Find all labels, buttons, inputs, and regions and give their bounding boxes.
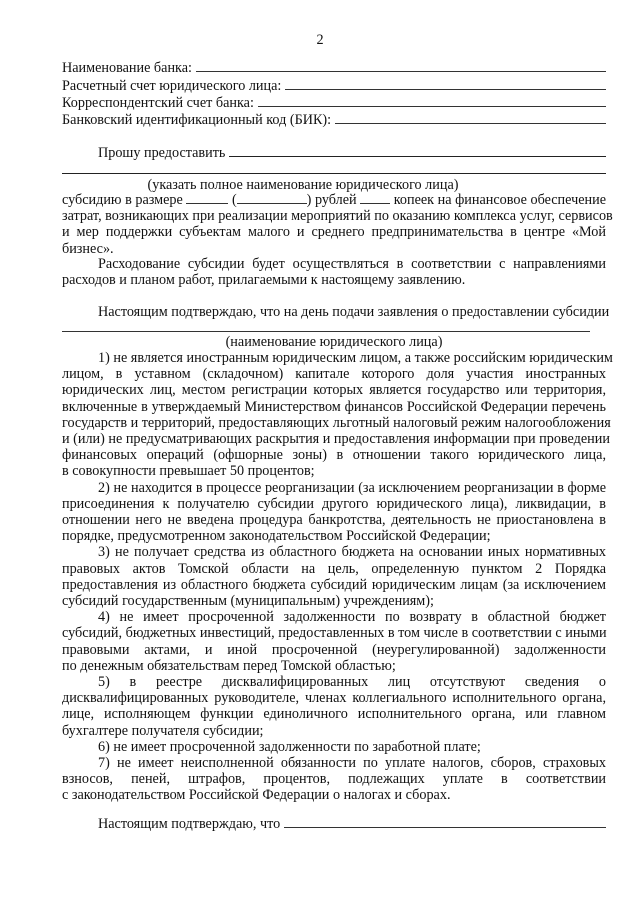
confirm-paragraph-1: Настоящим подтверждаю, что на день подачи заявления о предоставлении субсидии (98, 304, 610, 320)
bank-name-field (62, 60, 606, 77)
request-field (98, 145, 606, 162)
confirm-label-2: Настоящим подтверждаю, что (98, 816, 281, 832)
condition-item (62, 609, 606, 674)
entity-caption-1: (указать полное наименование юридического лица) (147, 177, 459, 193)
settlement-account-field (62, 78, 606, 95)
condition-line: 7) не имеет неисполненной обязанности по уплате налогов, сборов, страховых (98, 755, 606, 772)
condition-line: государств и территорий, предоставляющих льготный налоговый режим налогообложения (62, 414, 611, 431)
entity-name-line-2 (62, 331, 590, 332)
condition-line: по денежным обязательствам перед Томской областью; (62, 657, 396, 674)
request-label: Прошу предоставить (98, 145, 226, 161)
condition-line: в совокупности превышает 50 процентов; (62, 463, 315, 480)
condition-line: включенные в утверждаемый Министерством финансов Российской Федерации перечень (62, 398, 606, 415)
condition-line: 3) не получает средства из областного бюджета на основании иных нормативных (98, 544, 606, 561)
condition-line: правовых актов Томской области на цель, определенную пунктом 2 Порядка (62, 560, 606, 577)
entity-name-line-1 (62, 173, 606, 174)
expenses-paragraph: Расходование субсидии будет осуществляться в соответствии с направлениями расходов и планом работ, прилагаемыми к настоящему заявлению. (62, 256, 606, 289)
condition-item (62, 350, 613, 480)
subsidy-paragraph: субсидию в размере ( ) рублей копеек на финансовое обеспечение затрат, возникающих при реализации мероприятий по оказанию комплекса услуг, сервисов и мер поддержки субъектам малого и среднего предпринимательства в центре «Мой бизнес». (62, 192, 613, 257)
condition-line: бухгалтере получателя субсидии; (62, 722, 264, 739)
condition-line: взносов, пеней, штрафов, процентов, подлежащих уплате в соответствии (62, 771, 606, 788)
condition-line: 1) не является иностранным юридическим лицом, а также российским юридическим (98, 350, 613, 366)
condition-line: финансовых операций (офшорные зоны) в отношении такого юридического лица, (62, 447, 606, 464)
condition-line: 2) не находится в процессе реорганизации (за исключением реорганизации в форме (98, 479, 606, 496)
entity-caption-2: (наименование юридического лица) (225, 334, 443, 350)
bik-field (62, 112, 606, 129)
bank-name-blank (196, 60, 606, 72)
settlement-account-label: Расчетный счет юридического лица: (62, 78, 282, 94)
condition-line: правовыми актами, и иной просроченной (неурегулированной) задолженности (62, 641, 606, 658)
condition-line: 5) в реестре дисквалифицированных лиц отсутствуют сведения о (98, 674, 606, 691)
condition-line: дисквалифицированных руководителе, членах коллегиального исполнительного органа, (62, 690, 606, 707)
confirm-blank-2 (284, 816, 606, 828)
amount-words-blank (237, 192, 307, 204)
condition-line: лицом, в уставном (складочном) капитале которого доля участия иностранных (62, 366, 606, 383)
settlement-account-blank (285, 78, 606, 90)
condition-item (62, 739, 606, 755)
condition-item (62, 674, 606, 739)
condition-line: лице, исполняющем функции единоличного исполнительного органа, или главном (62, 706, 606, 723)
kopecks-blank (360, 192, 390, 204)
condition-item (62, 544, 606, 609)
condition-line: субсидий государственным (муниципальным) учреждениям); (62, 593, 434, 610)
request-blank (229, 145, 606, 157)
condition-line: отношении него не введена процедура банкротства, деятельность не приостановлена в (62, 512, 606, 529)
condition-line: юридических лиц, местом регистрации которых является государство или территория, (62, 382, 606, 399)
condition-line: порядке, предусмотренном законодательством Российской Федерации; (62, 528, 491, 545)
correspondent-account-label: Корреспондентский счет банка: (62, 95, 254, 111)
bank-name-label: Наименование банка: (62, 60, 192, 76)
condition-line: субсидий, бюджетных инвестиций, предоставленных в том числе в соответствии с иными (62, 625, 607, 642)
condition-line: и (или) не предусматривающих раскрытия и предоставления информации при проведении (62, 431, 610, 448)
amount-blank (186, 192, 228, 204)
condition-line: предоставления из областного бюджета субсидий юридическим лицам (за исключением (62, 576, 606, 593)
confirm-field-2 (98, 816, 606, 833)
correspondent-account-field (62, 95, 606, 112)
condition-line: присоединения к получателю субсидии другого юридического лица), ликвидации, в (62, 495, 606, 512)
condition-line: 4) не имеет просроченной задолженности по возврату в областной бюджет (98, 609, 606, 626)
correspondent-account-blank (258, 95, 606, 107)
condition-line: с законодательством Российской Федерации о налогах и сборах. (62, 787, 451, 804)
bik-label: Банковский идентификационный код (БИК): (62, 112, 332, 128)
condition-item (62, 755, 606, 804)
condition-line: 6) не имеет просроченной задолженности по заработной плате; (98, 738, 481, 755)
condition-item (62, 480, 606, 545)
conditions-list (62, 350, 613, 804)
bik-blank (335, 112, 606, 124)
page-number: 2 (316, 32, 324, 48)
